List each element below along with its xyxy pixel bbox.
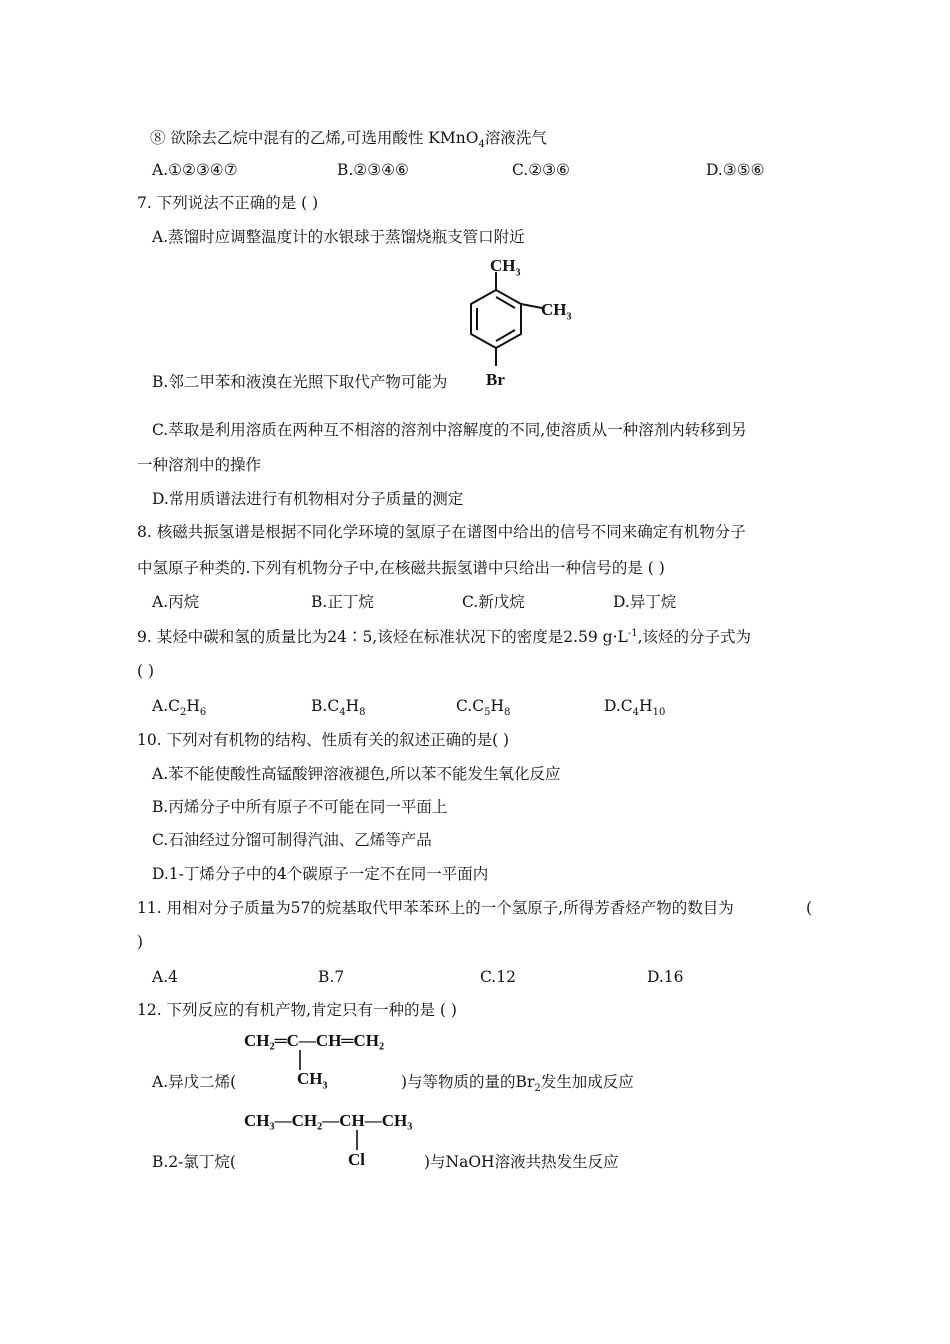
q11-option-d: D.16 <box>647 968 684 986</box>
chlorobutane-cl-bond <box>355 1130 359 1152</box>
q8-stem-line2: 中氢原子种类的.下列有机物分子中,在核磁共振氢谱中只给出一种信号的是 ( ) <box>137 559 665 577</box>
q6-option-c: C.②③⑥ <box>512 161 570 179</box>
methyl-right-label: $CH_3$ <box>541 300 572 323</box>
bromine-label: Br <box>486 370 505 389</box>
q11-option-a: A.4 <box>152 968 178 986</box>
q9-option-c: $C.C_5H_8$ <box>456 697 511 719</box>
q7-stem: 7. 下列说法不正确的是 ( ) <box>137 194 319 212</box>
chlorobutane-main-chain: CH₃—CH₂—CH—CH₃ <box>244 1111 413 1130</box>
q9-stem-line2: ( ) <box>137 662 155 680</box>
q11-stem-line1: 11. 用相对分子质量为57的烷基取代甲苯苯环上的一个氢原子,所得芳香烃产物的数目为 <box>137 899 734 917</box>
methyl-top-label: $CH_3$ <box>490 256 521 279</box>
q10-option-b: B.丙烯分子中所有原子不可能在同一平面上 <box>152 798 448 816</box>
q9-stem-line1: 9. 某烃中碳和氢的质量比为24∶5,该烃在标准状况下的密度是2.59 $g\cdot L^{-1}$,该烃的分子式为 <box>137 627 751 646</box>
chlorine-label: Cl <box>348 1150 365 1169</box>
q9-option-a: $A.C_2H_6$ <box>152 697 207 719</box>
q11-option-b: B.7 <box>318 968 345 986</box>
q6-option-a: A.①②③④⑦ <box>152 161 238 179</box>
q6-option-d: D.③⑤⑥ <box>706 161 765 179</box>
q7-option-b: B.邻二甲苯和液溴在光照下取代产物可能为 <box>152 373 448 391</box>
q6-option-b: B.②③④⑥ <box>337 161 409 179</box>
q10-option-c: C.石油经过分馏可制得汽油、乙烯等产品 <box>152 831 432 849</box>
q7-option-a: A.蒸馏时应调整温度计的水银球于蒸馏烧瓶支管口附近 <box>152 228 525 246</box>
q8-option-a: A.丙烷 <box>152 593 200 611</box>
q11-stem-line2: ) <box>137 933 144 951</box>
q7-option-c-line1: C.萃取是利用溶质在两种互不相溶的溶剂中溶解度的不同,使溶质从一种溶剂内转移到另 <box>152 421 747 439</box>
q7-option-d: D.常用质谱法进行有机物相对分子质量的测定 <box>152 490 464 508</box>
q11-stem-paren: ( <box>806 899 813 917</box>
q10-stem: 10. 下列对有机物的结构、性质有关的叙述正确的是( ) <box>137 731 510 749</box>
q10-option-a: A.苯不能使酸性高锰酸钾溶液褪色,所以苯不能发生氧化反应 <box>152 765 561 783</box>
q12-option-b-pre: B.2-氯丁烷( <box>152 1153 236 1171</box>
q9-option-d: $D.C_4H_{10}$ <box>604 697 666 719</box>
q12-stem: 12. 下列反应的有机产物,肯定只有一种的是 ( ) <box>137 1001 457 1019</box>
q8-option-d: D.异丁烷 <box>613 593 677 611</box>
q11-option-c: C.12 <box>480 968 516 986</box>
q12-option-a-pre: A.异戊二烯( <box>152 1073 237 1091</box>
q7-option-c-line2: 一种溶剂中的操作 <box>137 456 262 474</box>
q10-option-d: D.1-丁烯分子中的4个碳原子一定不在同一平面内 <box>152 865 489 883</box>
q8-option-c: C.新戊烷 <box>462 593 525 611</box>
q9-option-b: $B.C_4H_8$ <box>311 697 366 719</box>
isoprene-main-chain: CH₂═C—CH═CH₂ <box>244 1031 385 1050</box>
q8-option-b: B.正丁烷 <box>311 593 374 611</box>
q6-item8: ⑧ 欲除去乙烷中混有的乙烯,可选用酸性 KMnO$_4$溶液洗气 <box>150 129 547 151</box>
q8-stem-line1: 8. 核磁共振氢谱是根据不同化学环境的氢原子在谱图中给出的信号不同来确定有机物分子 <box>137 523 746 541</box>
q12-option-a-post: )与等物质的量的$Br_2$发生加成反应 <box>401 1073 634 1095</box>
isoprene-methyl-label: $CH_3$ <box>297 1069 328 1092</box>
q12-option-b-post: )与NaOH溶液共热发生反应 <box>424 1153 619 1171</box>
